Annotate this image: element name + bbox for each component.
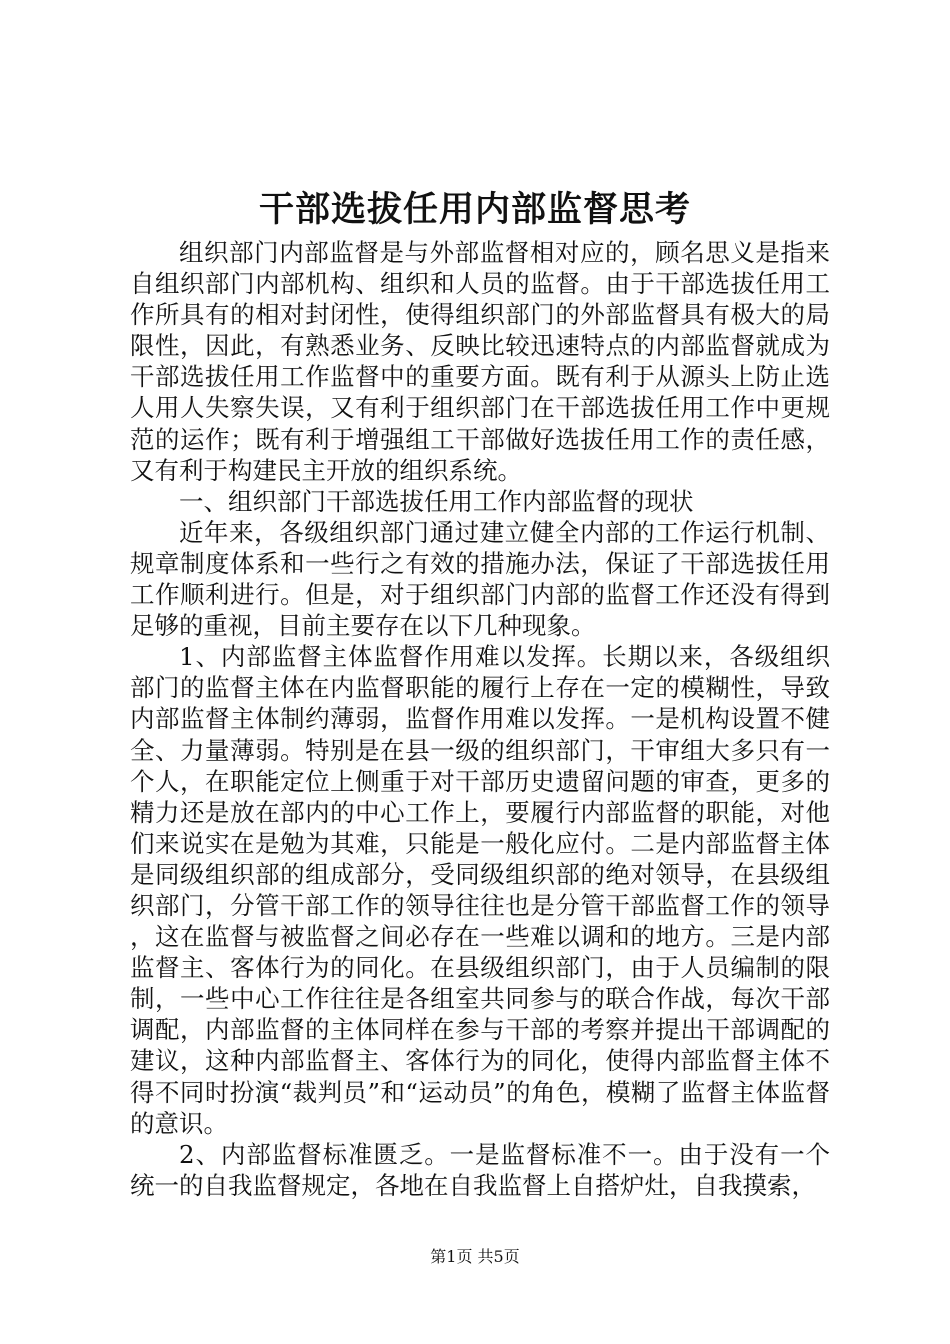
document-title: 干部选拔任用内部监督思考 xyxy=(258,189,691,230)
paragraph-point-1: 1、内部监督主体监督作用难以发挥。长期以来，各级组织部门的监督主体在内监督职能的履行上存在一定的模糊性，导致内部监督主体制约薄弱，监督作用难以发挥。一是机构设置不健全、力量薄弱。特别是在县一级的组织部门，干审组大多只有一个人，在职能定位上侧重于对干部历史遗留问题的审查，更多的精力还是放在部内的中心工作上，要履行内部监督的职能，对他们来说实在是勉为其难，只能是一般化应付。二是内部监督主体是同级组织部的组成部分，受同级组织部的绝对领导，在县级组织部门，分管干部工作的领导往往也是分管干部监督工作的领导，这在监督与被监督之间必存在一些难以调和的地方。三是内部监督主、客体行为的同化。在县级组织部门，由于人员编制的限制，一些中心工作往往是各组室共同参与的联合作战，每次干部调配，内部监督的主体同样在参与干部的考察并提出干部调配的建议，这种内部监督主、客体行为的同化，使得内部监督主体不得不同时扮演“裁判员”和“运动员”的角色，模糊了监督主体监督的意识。 xyxy=(130,642,830,1138)
paragraph-intro: 组织部门内部监督是与外部监督相对应的，顾名思义是指来自组织部门内部机构、组织和人员的监督。由于干部选拔任用工作所具有的相对封闭性，使得组织部门的外部监督具有极大的局限性，因此，有熟悉业务、反映比较迅速特点的内部监督就成为干部选拔任用工作监督中的重要方面。既有利于从源头上防止选人用人失察失误，又有利于组织部门在干部选拔任用工作中更规范的运作；既有利于增强组工干部做好选拔任用工作的责任感，又有利于构建民主开放的组织系统。 xyxy=(130,238,830,485)
section-heading-1: 一、组织部门干部选拔任用工作内部监督的现状 xyxy=(179,486,694,516)
document-body xyxy=(130,237,830,1201)
paragraph-status: 近年来，各级组织部门通过建立健全内部的工作运行机制、规章制度体系和一些行之有效的措施办法，保证了干部选拔任用工作顺利进行。但是，对于组织部门内部的监督工作还没有得到足够的重视，目前主要存在以下几种现象。 xyxy=(130,517,830,641)
paragraph-point-2: 2、内部监督标准匮乏。一是监督标准不一。由于没有一个统一的自我监督规定，各地在自我监督上自搭炉灶，自我摸索， xyxy=(130,1139,830,1200)
page-number-footer: 第1页 共5页 xyxy=(430,1247,520,1266)
